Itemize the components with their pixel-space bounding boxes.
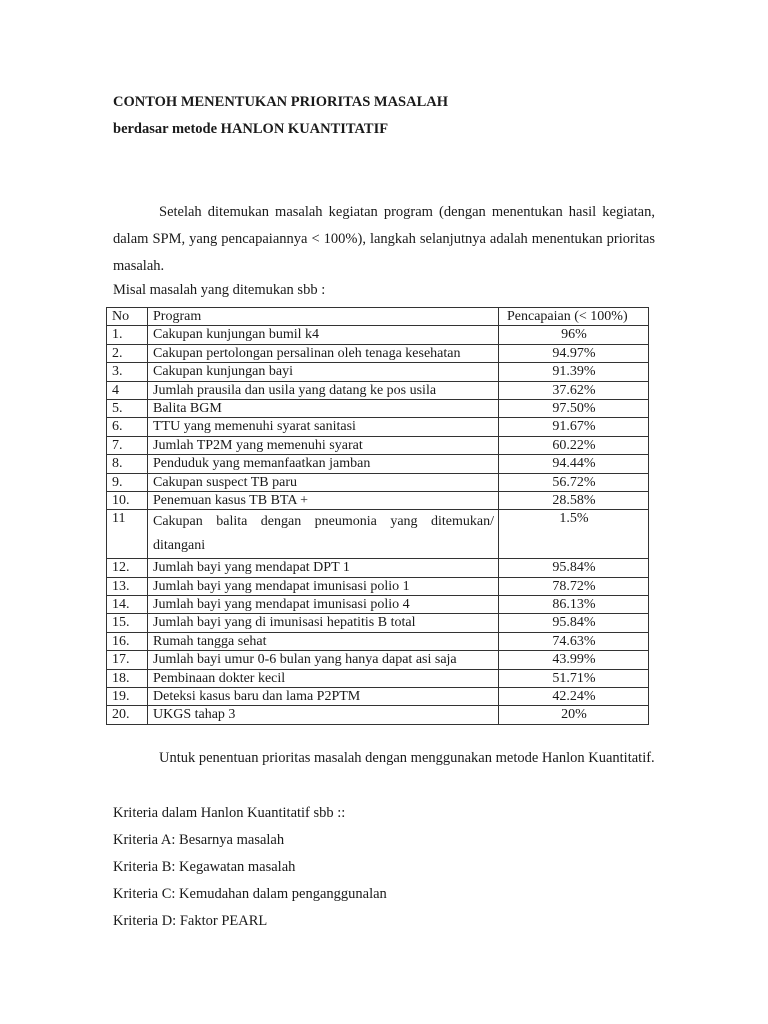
cell-pencapaian: 51.71% bbox=[499, 669, 649, 687]
cell-pencapaian: 95.84% bbox=[499, 614, 649, 632]
cell-program: Cakupan kunjungan bayi bbox=[148, 363, 499, 381]
table-row bbox=[107, 577, 649, 595]
intro-paragraph: Setelah ditemukan masalah kegiatan program (dengan menentukan hasil kegiatan, dalam SPM, yang pencapaiannya < 100%), langkah selanjutnya adalah menentukan prioritas masalah. bbox=[113, 204, 655, 274]
cell-no: 2. bbox=[107, 344, 148, 362]
program-table bbox=[106, 307, 649, 725]
cell-no: 19. bbox=[107, 688, 148, 706]
cell-pencapaian: 20% bbox=[499, 706, 649, 724]
table-header-row bbox=[107, 308, 649, 326]
cell-pencapaian: 95.84% bbox=[499, 559, 649, 577]
cell-program: Jumlah bayi yang di imunisasi hepatitis B total bbox=[148, 614, 499, 632]
table-row bbox=[107, 596, 649, 614]
table-row bbox=[107, 669, 649, 687]
criteria-intro: Kriteria dalam Hanlon Kuantitatif sbb :: bbox=[113, 805, 346, 821]
header-program: Program bbox=[148, 308, 499, 326]
cell-no: 13. bbox=[107, 577, 148, 595]
header-no: No bbox=[107, 308, 148, 326]
cell-program: Cakupan balita dengan pneumonia yang ditemukan/ ditangani bbox=[148, 510, 499, 559]
cell-program: Jumlah TP2M yang memenuhi syarat bbox=[148, 436, 499, 454]
table-row bbox=[107, 418, 649, 436]
cell-pencapaian: 1.5% bbox=[499, 510, 649, 559]
table-body bbox=[107, 326, 649, 724]
cell-pencapaian: 96% bbox=[499, 326, 649, 344]
table-row bbox=[107, 491, 649, 509]
cell-program: Deteksi kasus baru dan lama P2PTM bbox=[148, 688, 499, 706]
table-row bbox=[107, 510, 649, 559]
cell-no: 4 bbox=[107, 381, 148, 399]
cell-no: 15. bbox=[107, 614, 148, 632]
cell-no: 20. bbox=[107, 706, 148, 724]
cell-pencapaian: 42.24% bbox=[499, 688, 649, 706]
cell-program: Jumlah bayi umur 0-6 bulan yang hanya dapat asi saja bbox=[148, 651, 499, 669]
cell-program: Jumlah bayi yang mendapat imunisasi polio 4 bbox=[148, 596, 499, 614]
table-row bbox=[107, 363, 649, 381]
cell-program: Jumlah bayi yang mendapat imunisasi polio 1 bbox=[148, 577, 499, 595]
criteria-list bbox=[113, 800, 387, 935]
cell-no: 10. bbox=[107, 491, 148, 509]
table-row bbox=[107, 632, 649, 650]
cell-no: 12. bbox=[107, 559, 148, 577]
cell-pencapaian: 94.44% bbox=[499, 455, 649, 473]
table-row bbox=[107, 436, 649, 454]
document-title: CONTOH MENENTUKAN PRIORITAS MASALAH bbox=[113, 94, 449, 110]
table-row bbox=[107, 473, 649, 491]
cell-pencapaian: 94.97% bbox=[499, 344, 649, 362]
misal-line: Misal masalah yang ditemukan sbb : bbox=[113, 282, 326, 298]
cell-pencapaian: 97.50% bbox=[499, 399, 649, 417]
cell-program: Jumlah prausila dan usila yang datang ke pos usila bbox=[148, 381, 499, 399]
cell-pencapaian: 28.58% bbox=[499, 491, 649, 509]
cell-program: Cakupan suspect TB paru bbox=[148, 473, 499, 491]
cell-no: 18. bbox=[107, 669, 148, 687]
document-subtitle: berdasar metode HANLON KUANTITATIF bbox=[113, 121, 389, 137]
cell-no: 6. bbox=[107, 418, 148, 436]
cell-program: Cakupan pertolongan persalinan oleh tenaga kesehatan bbox=[148, 344, 499, 362]
cell-no: 11 bbox=[107, 510, 148, 559]
table-row bbox=[107, 381, 649, 399]
cell-program: Rumah tangga sehat bbox=[148, 632, 499, 650]
cell-program: Jumlah bayi yang mendapat DPT 1 bbox=[148, 559, 499, 577]
cell-pencapaian: 43.99% bbox=[499, 651, 649, 669]
cell-no: 8. bbox=[107, 455, 148, 473]
criteria-item: Kriteria A: Besarnya masalah bbox=[113, 832, 285, 848]
cell-no: 17. bbox=[107, 651, 148, 669]
cell-no: 9. bbox=[107, 473, 148, 491]
criteria-item: Kriteria B: Kegawatan masalah bbox=[113, 859, 296, 875]
table-row bbox=[107, 688, 649, 706]
table-row bbox=[107, 614, 649, 632]
cell-program: TTU yang memenuhi syarat sanitasi bbox=[148, 418, 499, 436]
header-pencapaian: Pencapaian (< 100%) bbox=[499, 308, 649, 326]
table-row bbox=[107, 326, 649, 344]
cell-no: 1. bbox=[107, 326, 148, 344]
outro-paragraph: Untuk penentuan prioritas masalah dengan menggunakan metode Hanlon Kuantitatif. bbox=[159, 750, 655, 766]
cell-pencapaian: 86.13% bbox=[499, 596, 649, 614]
table-row bbox=[107, 651, 649, 669]
cell-program: Penduduk yang memanfaatkan jamban bbox=[148, 455, 499, 473]
cell-pencapaian: 91.67% bbox=[499, 418, 649, 436]
cell-program: Penemuan kasus TB BTA + bbox=[148, 491, 499, 509]
cell-pencapaian: 37.62% bbox=[499, 381, 649, 399]
criteria-item: Kriteria C: Kemudahan dalam penganggunalan bbox=[113, 886, 387, 902]
cell-program: Cakupan kunjungan bumil k4 bbox=[148, 326, 499, 344]
cell-pencapaian: 74.63% bbox=[499, 632, 649, 650]
cell-program: Pembinaan dokter kecil bbox=[148, 669, 499, 687]
criteria-item: Kriteria D: Faktor PEARL bbox=[113, 913, 268, 929]
table-row bbox=[107, 399, 649, 417]
table-row bbox=[107, 706, 649, 724]
cell-program: UKGS tahap 3 bbox=[148, 706, 499, 724]
cell-pencapaian: 91.39% bbox=[499, 363, 649, 381]
table-row bbox=[107, 455, 649, 473]
cell-no: 7. bbox=[107, 436, 148, 454]
cell-no: 16. bbox=[107, 632, 148, 650]
table-row bbox=[107, 559, 649, 577]
cell-program: Balita BGM bbox=[148, 399, 499, 417]
cell-no: 5. bbox=[107, 399, 148, 417]
table-row bbox=[107, 344, 649, 362]
cell-no: 3. bbox=[107, 363, 148, 381]
cell-pencapaian: 78.72% bbox=[499, 577, 649, 595]
cell-pencapaian: 56.72% bbox=[499, 473, 649, 491]
cell-no: 14. bbox=[107, 596, 148, 614]
cell-pencapaian: 60.22% bbox=[499, 436, 649, 454]
